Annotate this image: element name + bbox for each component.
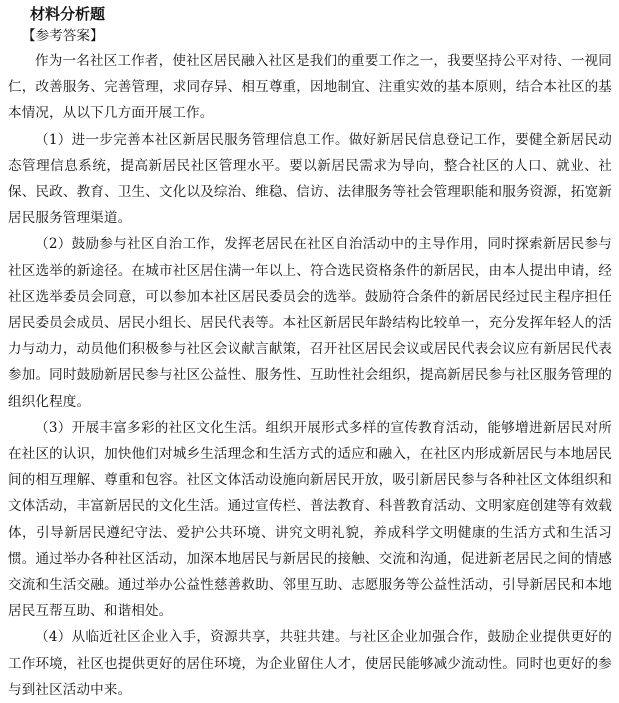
paragraph-point-2: （2）鼓励参与社区自治工作，发挥老居民在社区自治活动中的主导作用，同时探索新居民参与社区选举的新途径。在城市社区居住满一年以上、符合选民资格条件的新居民，由本人提出申请，经社区选举委员会同意，可以参加本社区居民委员会的选举。鼓励符合条件的新居民经过民主程序担任居民委员会成员、居民小组长、居民代表等。本社区新居民年龄结构比较单一，充分发挥年轻人的活力与动力，动员他们积极参与社区会议献言献策，召开社区居民会议或居民代表会议应有新居民代表参加。同时鼓励新居民参与社区公益性、服务性、互助性社会组织，提高新居民参与社区服务管理的组织化程度。 xyxy=(8,236,612,410)
paragraph-point-1: （1）进一步完善本社区新居民服务管理信息工作。做好新居民信息登记工作，要健全新居民动态管理信息系统，提高新居民社区管理水平。要以新居民需求为导向，整合社区的人口、就业、社保、民政、教育、卫生、文化以及综治、维稳、信访、法律服务等社会管理职能和服务资源，拓宽新居民服务管理渠道。 xyxy=(8,131,612,227)
document-page xyxy=(8,4,612,703)
paragraph-point-3: （3）开展丰富多彩的社区文化生活。组织开展形式多样的宣传教育活动，能够增进新居民对所在社区的认识，加快他们对城乡生活理念和生活方式的适应和融入，在社区内形成新居民与本地居民间的相互理解、尊重和包容。社区文体活动设施向新居民开放，吸引新居民参与各种社区文体组织和文体活动，丰富新居民的文化生活。通过宣传栏、普法教育、科普教育活动、文明家庭创建等有效载体，引导新居民遵纪守法、爱护公共环境、讲究文明礼貌，养成科学文明健康的生活方式和生活习惯。通过举办各种社区活动，加深本地居民与新居民的接触、交流和沟通，促进新老居民之间的情感交流和生活交融。通过举办公益性慈善救助、邻里互助、志愿服务等公益性活动，引导新居民和本地居民互帮互助、和谐相处。 xyxy=(8,419,612,620)
paragraph-point-4: （4）从临近社区企业入手，资源共享，共驻共建。与社区企业加强合作，鼓励企业提供更好的工作环境，社区也提供更好的居住环境，为企业留住人才，使居民能够减少流动性。同时也更好的参与到社区活动中来。 xyxy=(8,629,612,698)
paragraph-intro: 作为一名社区工作者，使社区居民融入社区是我们的重要工作之一，我要坚持公平对待、一视同仁，改善服务、完善管理，求同存异、相互尊重，因地制宜、注重实效的基本原则，结合本社区的基本情况，从以下几方面开展工作。 xyxy=(8,53,612,122)
answer-label: 【参考答案】 xyxy=(22,28,104,44)
section-title: 材料分析题 xyxy=(30,5,106,23)
